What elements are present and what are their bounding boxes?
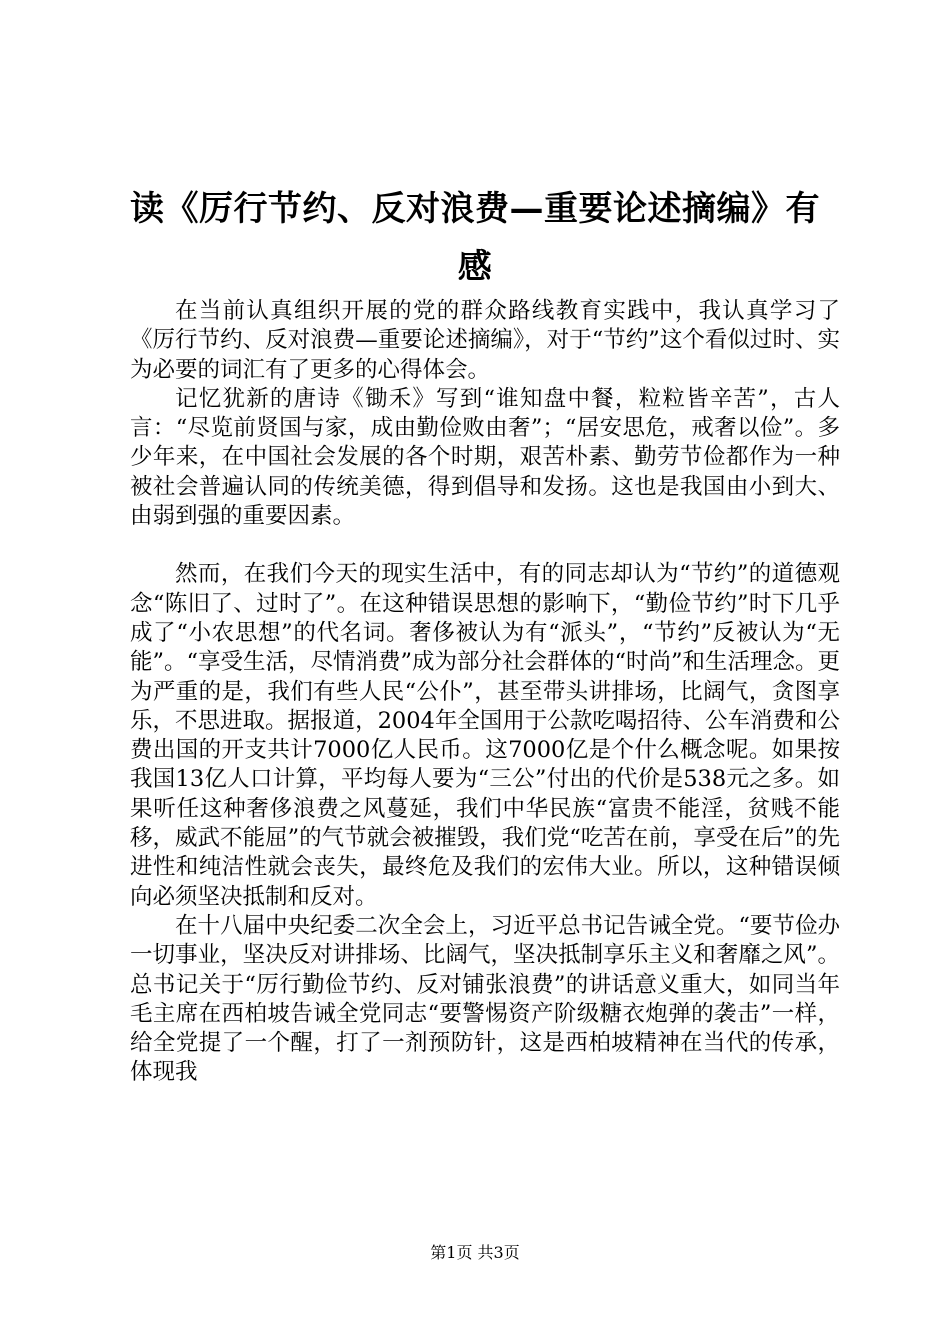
document-body: [130, 297, 840, 1088]
title-line-2: 感: [457, 247, 493, 287]
paragraph-3: 然而，在我们今天的现实生活中，有的同志却认为“节约”的道德观念“陈旧了、过时了”。在这种错误思想的影响下，“勤俭节约”时下几乎成了“小农思想”的代名词。奢侈被认为有“派头”，“节约”反被认为“无能”。“享受生活，尽情消费”成为部分社会群体的“时尚”和生活理念。更为严重的是，我们有些人民“公仆”，甚至带头讲排场，比阔气，贪图享乐，不思进取。据报道，2004年全国用于公款吃喝招待、公车消费和公费出国的开支共计7000亿人民币。这7000亿是个什么概念呢。如果按我国13亿人口计算，平均每人要为“三公”付出的代价是538元之多。如果听任这种奢侈浪费之风蔓延，我们中华民族“富贵不能淫，贫贱不能移，威武不能屈”的气节就会被摧毁，我们党“吃苦在前，享受在后”的先进性和纯洁性就会丧失，最终危及我们的宏伟大业。所以，这种错误倾向必须坚决抵制和反对。: [130, 561, 841, 910]
paragraph-4: 在十八届中央纪委二次全会上，习近平总书记告诫全党。“要节俭办一切事业，坚决反对讲排场、比阔气，坚决抵制享乐主义和奢靡之风”。总书记关于“厉行勤俭节约、反对铺张浪费”的讲话意义重大，如同当年毛主席在西柏坡告诫全党同志“要警惕资产阶级糖衣炮弹的袭击”一样，给全党提了一个醒，打了一剂预防针，这是西柏坡精神在当代的传承，体现我: [130, 912, 840, 1086]
paragraph-1: 在当前认真组织开展的党的群众路线教育实践中，我认真学习了《厉行节约、反对浪费—重要论述摘编》，对于“节约”这个看似过时、实为必要的词汇有了更多的心得体会。: [130, 298, 840, 383]
document-title: [100, 180, 850, 296]
title-line-1: 读《厉行节约、反对浪费—重要论述摘编》有: [130, 189, 820, 229]
paragraph-spacer: [130, 531, 840, 560]
paragraph-2: 记忆犹新的唐诗《锄禾》写到“谁知盘中餐，粒粒皆辛苦”，古人言：“尽览前贤国与家，成由勤俭败由奢”；“居安思危，戒奢以俭”。多少年来，在中国社会发展的各个时期，艰苦朴素、勤劳节俭都作为一种被社会普遍认同的传统美德，得到倡导和发扬。这也是我国由小到大、由弱到强的重要因素。: [130, 385, 840, 530]
page-footer: 第1页 共3页: [430, 1243, 520, 1262]
